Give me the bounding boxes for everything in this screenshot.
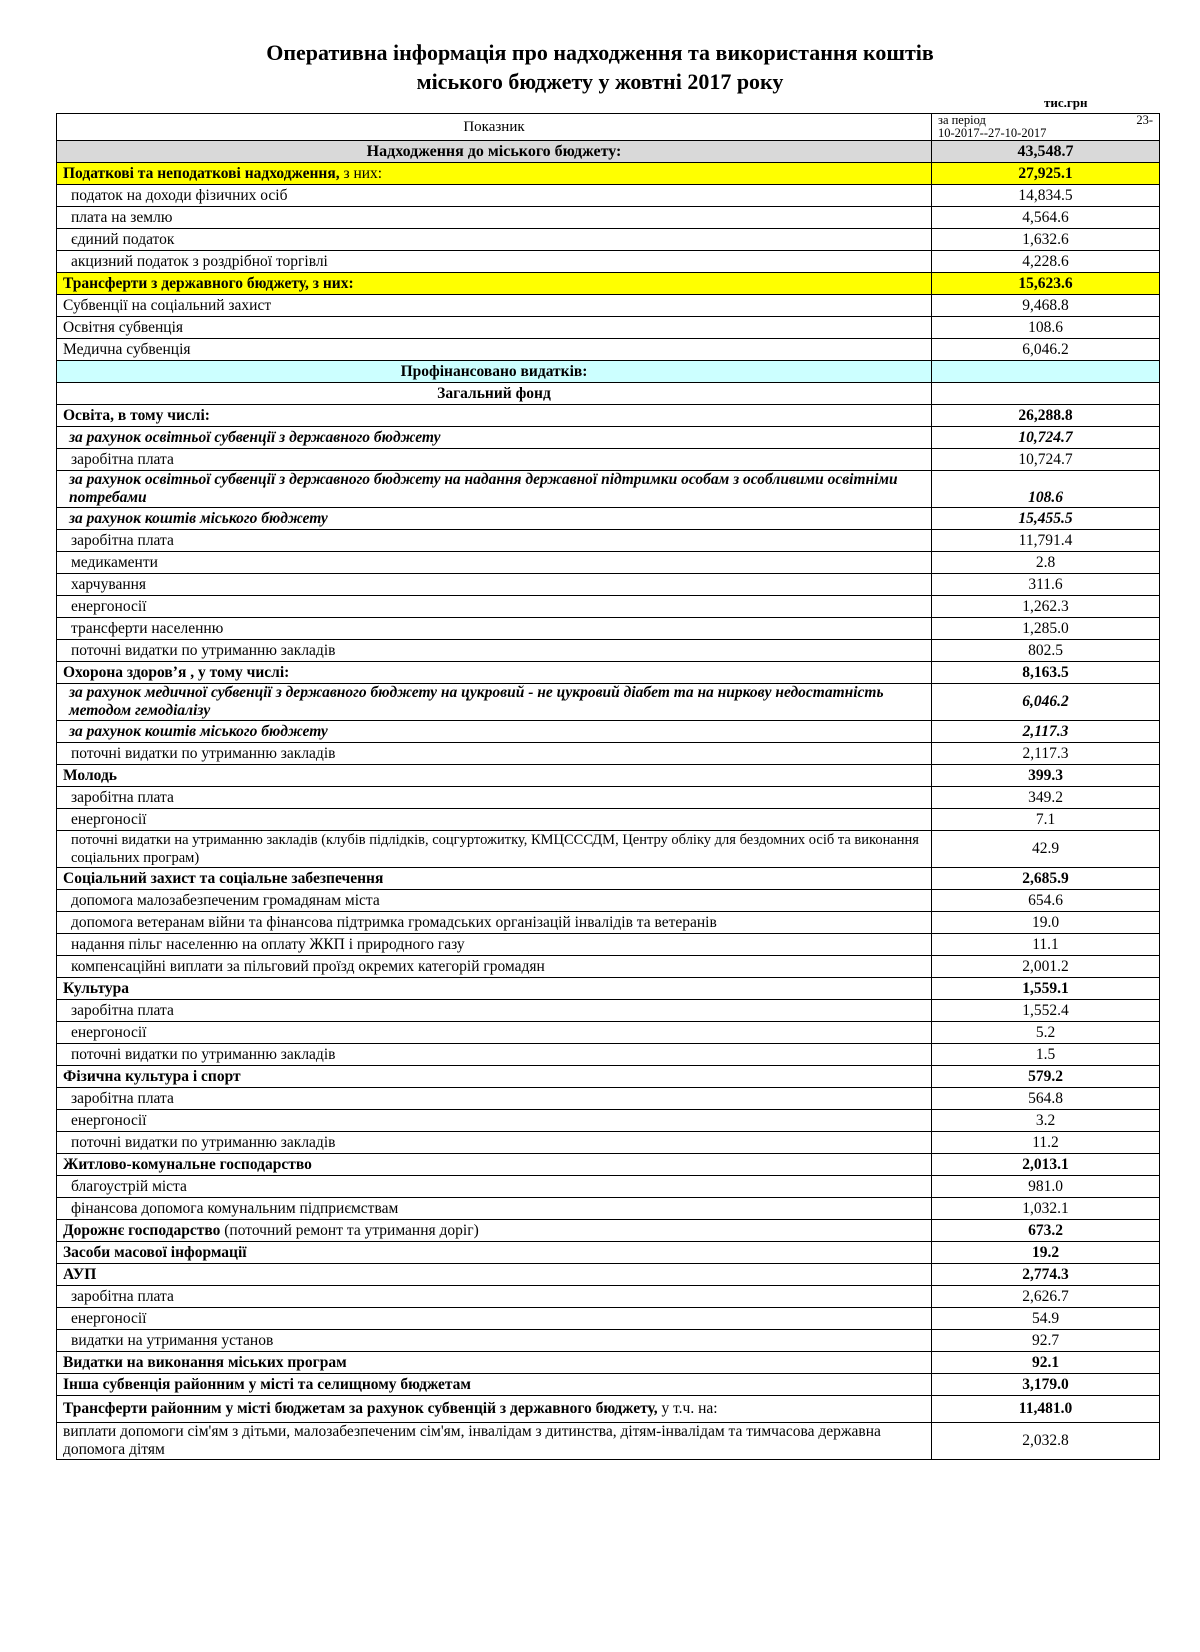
row-label: заробітна плата — [57, 1088, 932, 1110]
row-label-main: Податкові та неподаткові надходження, — [63, 164, 340, 182]
row-value: 2,032.8 — [932, 1423, 1160, 1460]
row-value: 108.6 — [932, 317, 1160, 339]
row-label: поточні видатки на утриманню закладів (клубів підлідків, соцгуртожитку, КМЦСССДМ, Центру обліку для бездомних осіб та виконання соціальних програм) — [57, 831, 932, 868]
row-label: за рахунок коштів міського бюджету — [57, 508, 932, 530]
row-label: Культура — [57, 978, 932, 1000]
row-label: Фізична культура і спорт — [57, 1066, 932, 1088]
row-label-suffix: (поточний ремонт та утримання доріг) — [220, 1221, 479, 1239]
table-row — [57, 1088, 1160, 1110]
row-label-main: Трансферти районним у місті бюджетам за рахунок субвенцій з державного бюджету, — [63, 1400, 658, 1417]
table-row — [57, 1044, 1160, 1066]
table-row-tax-income — [57, 163, 1160, 185]
row-value: 19.2 — [932, 1242, 1160, 1264]
row-value: 2,001.2 — [932, 956, 1160, 978]
table-row — [57, 1176, 1160, 1198]
row-label: Загальний фонд — [57, 383, 932, 405]
header-period-b: 23- — [1136, 113, 1153, 127]
row-value — [932, 383, 1160, 405]
row-value: 1,285.0 — [932, 618, 1160, 640]
table-row — [57, 185, 1160, 207]
table-row-district-transfers — [57, 1396, 1160, 1423]
unit-label: тис.грн — [1044, 95, 1088, 110]
table-row-youth — [57, 765, 1160, 787]
row-label: заробітна плата — [57, 1000, 932, 1022]
row-value: 6,046.2 — [932, 684, 1160, 721]
budget-table — [56, 113, 1160, 1460]
row-value: 27,925.1 — [932, 163, 1160, 185]
row-value: 108.6 — [932, 471, 1160, 508]
row-value: 10,724.7 — [932, 427, 1160, 449]
row-value: 5.2 — [932, 1022, 1160, 1044]
table-row-education — [57, 405, 1160, 427]
row-label: заробітна плата — [57, 449, 932, 471]
row-label: акцизний податок з роздрібної торгівлі — [57, 251, 932, 273]
table-row — [57, 956, 1160, 978]
row-label: заробітна плата — [57, 787, 932, 809]
row-value: 2,685.9 — [932, 868, 1160, 890]
row-value: 8,163.5 — [932, 662, 1160, 684]
row-label: АУП — [57, 1264, 932, 1286]
row-label: трансферти населенню — [57, 618, 932, 640]
row-value: 7.1 — [932, 809, 1160, 831]
table-row — [57, 508, 1160, 530]
table-row — [57, 787, 1160, 809]
table-row-media — [57, 1242, 1160, 1264]
table-row — [57, 1132, 1160, 1154]
header-period-a: за період — [938, 113, 986, 127]
row-label: Засоби масової інформації — [57, 1242, 932, 1264]
row-label: плата на землю — [57, 207, 932, 229]
row-value: 42.9 — [932, 831, 1160, 868]
row-value: 399.3 — [932, 765, 1160, 787]
table-row — [57, 1022, 1160, 1044]
row-label: поточні видатки по утриманню закладів — [57, 743, 932, 765]
row-label: компенсаційні виплати за пільговий проїзд окремих категорій громадян — [57, 956, 932, 978]
table-row — [57, 1000, 1160, 1022]
row-value: 654.6 — [932, 890, 1160, 912]
row-label: поточні видатки по утриманню закладів — [57, 1132, 932, 1154]
row-label: Субвенції на соціальний захист — [57, 295, 932, 317]
table-row — [57, 596, 1160, 618]
row-value: 11.2 — [932, 1132, 1160, 1154]
row-value: 311.6 — [932, 574, 1160, 596]
row-label: податок на доходи фізичних осіб — [57, 185, 932, 207]
row-value: 2,117.3 — [932, 743, 1160, 765]
row-value: 1,032.1 — [932, 1198, 1160, 1220]
table-row — [57, 684, 1160, 721]
row-label: Освітня субвенція — [57, 317, 932, 339]
row-label: енергоносії — [57, 1022, 932, 1044]
row-value: 3.2 — [932, 1110, 1160, 1132]
row-value: 54.9 — [932, 1308, 1160, 1330]
table-row — [57, 229, 1160, 251]
row-label: Трансферти з державного бюджету, з них: — [57, 273, 932, 295]
table-row-city-programs — [57, 1352, 1160, 1374]
table-row-administration — [57, 1264, 1160, 1286]
row-label: надання пільг населенню на оплату ЖКП і природного газу — [57, 934, 932, 956]
table-row — [57, 295, 1160, 317]
table-row-roads — [57, 1220, 1160, 1242]
table-row — [57, 207, 1160, 229]
row-label: Освіта, в тому числі: — [57, 405, 932, 427]
row-value: 1,559.1 — [932, 978, 1160, 1000]
table-row — [57, 721, 1160, 743]
table-row — [57, 449, 1160, 471]
table-row — [57, 427, 1160, 449]
table-row-other-subvention — [57, 1374, 1160, 1396]
row-value: 1,262.3 — [932, 596, 1160, 618]
title-line-1: Оперативна інформація про надходження та використання коштів — [266, 40, 934, 65]
row-value: 15,455.5 — [932, 508, 1160, 530]
table-row — [57, 890, 1160, 912]
section-header-expenses — [57, 361, 1160, 383]
table-row-health — [57, 662, 1160, 684]
row-value: 802.5 — [932, 640, 1160, 662]
row-label: Молодь — [57, 765, 932, 787]
row-value: 2,626.7 — [932, 1286, 1160, 1308]
row-label: енергоносії — [57, 809, 932, 831]
table-row — [57, 251, 1160, 273]
row-label: єдиний податок — [57, 229, 932, 251]
table-row-housing — [57, 1154, 1160, 1176]
row-value: 349.2 — [932, 787, 1160, 809]
row-label: благоустрій міста — [57, 1176, 932, 1198]
row-value: 10,724.7 — [932, 449, 1160, 471]
row-label: енергоносії — [57, 596, 932, 618]
row-value: 4,564.6 — [932, 207, 1160, 229]
table-row-total-income — [57, 141, 1160, 163]
row-value: 19.0 — [932, 912, 1160, 934]
title-line-2: міського бюджету у жовтні 2017 року — [416, 69, 784, 94]
table-row-transfers — [57, 273, 1160, 295]
table-row — [57, 552, 1160, 574]
row-label — [57, 1396, 932, 1423]
row-value: 11,791.4 — [932, 530, 1160, 552]
table-row — [57, 1423, 1160, 1460]
row-value: 4,228.6 — [932, 251, 1160, 273]
row-label: Медична субвенція — [57, 339, 932, 361]
row-value: 1.5 — [932, 1044, 1160, 1066]
row-value: 2,013.1 — [932, 1154, 1160, 1176]
row-label: фінансова допомога комунальним підприємствам — [57, 1198, 932, 1220]
row-label: за рахунок освітньої субвенції з державного бюджету — [57, 427, 932, 449]
row-value: 1,632.6 — [932, 229, 1160, 251]
row-value: 92.1 — [932, 1352, 1160, 1374]
table-row-culture — [57, 978, 1160, 1000]
row-label: медикаменти — [57, 552, 932, 574]
row-value — [932, 361, 1160, 383]
row-label: виплати допомоги сім'ям з дітьми, малозабезпеченим сім'ям, інвалідам з дитинства, дітям-інвалідам та тимчасова державна допомога дітям — [57, 1423, 932, 1460]
table-row — [57, 1198, 1160, 1220]
header-period-c: 10-2017--27-10-2017 — [938, 126, 1047, 140]
table-row — [57, 1110, 1160, 1132]
table-row — [57, 618, 1160, 640]
row-value: 15,623.6 — [932, 273, 1160, 295]
row-value: 6,046.2 — [932, 339, 1160, 361]
row-label: Профінансовано видатків: — [57, 361, 932, 383]
table-row — [57, 471, 1160, 508]
row-value: 11,481.0 — [932, 1396, 1160, 1423]
table-row — [57, 934, 1160, 956]
row-label: Соціальний захист та соціальне забезпечення — [57, 868, 932, 890]
row-label: заробітна плата — [57, 530, 932, 552]
section-header-general-fund — [57, 383, 1160, 405]
row-value: 981.0 — [932, 1176, 1160, 1198]
table-row — [57, 1330, 1160, 1352]
table-row — [57, 640, 1160, 662]
row-label: за рахунок освітньої субвенції з державного бюджету на надання державної підтримки особам з особливими освітніми потребами — [57, 471, 932, 508]
row-value: 579.2 — [932, 1066, 1160, 1088]
row-value: 92.7 — [932, 1330, 1160, 1352]
row-value: 43,548.7 — [932, 141, 1160, 163]
row-label: Видатки на виконання міських програм — [57, 1352, 932, 1374]
row-value: 2,774.3 — [932, 1264, 1160, 1286]
table-row — [57, 1308, 1160, 1330]
table-row — [57, 317, 1160, 339]
row-label: Охорона здоров’я , у тому числі: — [57, 662, 932, 684]
row-label-suffix: у т.ч. на: — [657, 1400, 718, 1417]
table-row — [57, 339, 1160, 361]
row-label: за рахунок медичної субвенції з державного бюджету на цукровий - не цукровий діабет та на ниркову недостатність методом гемодіалізу — [57, 684, 932, 721]
table-row-social — [57, 868, 1160, 890]
row-label: поточні видатки по утриманню закладів — [57, 1044, 932, 1066]
row-label: допомога ветеранам війни та фінансова підтримка громадських організацій інвалідів та ветеранів — [57, 912, 932, 934]
table-row — [57, 831, 1160, 868]
table-row — [57, 809, 1160, 831]
table-row — [57, 530, 1160, 552]
table-row — [57, 574, 1160, 596]
row-label: Житлово-комунальне господарство — [57, 1154, 932, 1176]
row-label: заробітна плата — [57, 1286, 932, 1308]
table-row — [57, 1286, 1160, 1308]
row-label: поточні видатки по утриманню закладів — [57, 640, 932, 662]
row-label: харчування — [57, 574, 932, 596]
row-label-suffix: з них: — [339, 164, 383, 182]
row-label: Надходження до міського бюджету: — [57, 141, 932, 163]
row-value: 1,552.4 — [932, 1000, 1160, 1022]
table-row — [57, 912, 1160, 934]
row-value: 3,179.0 — [932, 1374, 1160, 1396]
row-label: допомога малозабезпеченим громадянам міста — [57, 890, 932, 912]
row-value: 2,117.3 — [932, 721, 1160, 743]
row-value: 673.2 — [932, 1220, 1160, 1242]
table-row-sport — [57, 1066, 1160, 1088]
row-value: 2.8 — [932, 552, 1160, 574]
row-label: за рахунок коштів міського бюджету — [57, 721, 932, 743]
row-label — [57, 1220, 932, 1242]
row-value: 26,288.8 — [932, 405, 1160, 427]
row-label: видатки на утримання установ — [57, 1330, 932, 1352]
header-indicator: Показник — [57, 114, 932, 141]
document-title — [0, 38, 1200, 96]
row-label-main: Дорожнє господарство — [63, 1221, 221, 1239]
row-value: 14,834.5 — [932, 185, 1160, 207]
row-value: 11.1 — [932, 934, 1160, 956]
row-label: Інша субвенція районним у місті та селищному бюджетам — [57, 1374, 932, 1396]
row-label: енергоносії — [57, 1110, 932, 1132]
table-row — [57, 743, 1160, 765]
header-row — [57, 114, 1160, 141]
row-label — [57, 163, 932, 185]
header-period — [932, 114, 1160, 141]
row-value: 564.8 — [932, 1088, 1160, 1110]
row-value: 9,468.8 — [932, 295, 1160, 317]
row-label: енергоносії — [57, 1308, 932, 1330]
